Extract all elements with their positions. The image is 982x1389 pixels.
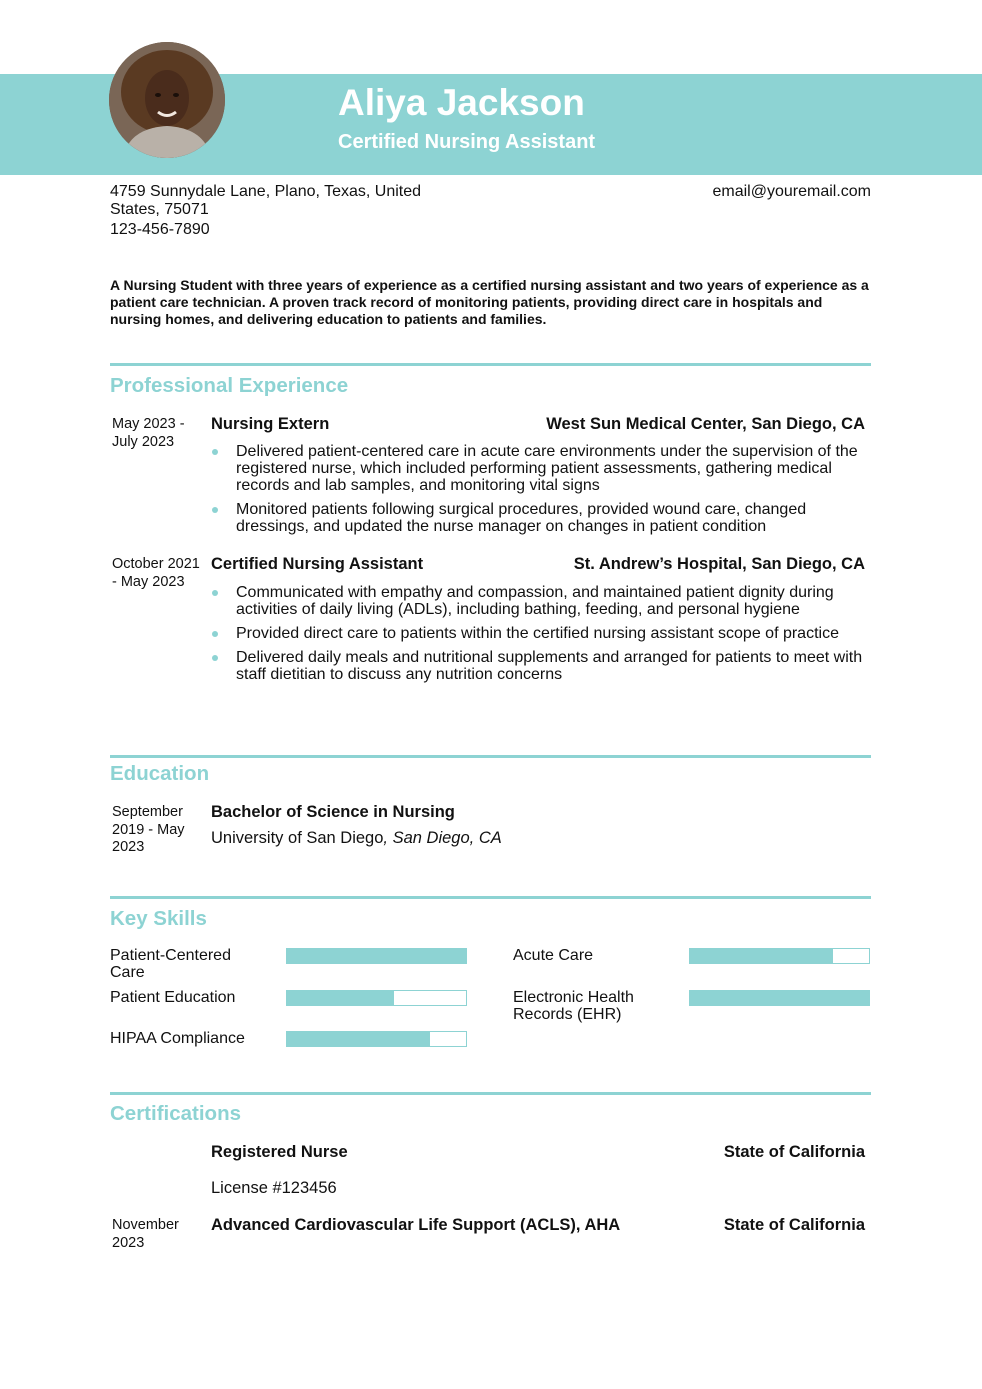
skill-name: Electronic Health Records (EHR) [513, 989, 634, 1023]
education-dates: September 2019 - May 2023 [112, 804, 185, 855]
section-divider [110, 1092, 871, 1095]
certification-issuer: State of California [723, 1216, 865, 1234]
skill-level-bar [286, 1031, 467, 1047]
education-location: , San Diego, CA [383, 829, 502, 847]
bullet-text: Delivered patient-centered care in acute care environments under the supervision of the registered nurse, which included performing patient assessments, gathering medical records and lab samples, and monitoring vital signs [236, 443, 858, 494]
section-divider [110, 896, 871, 899]
job-dates: May 2023 - July 2023 [112, 416, 185, 450]
bullet-icon [212, 449, 218, 455]
skill-level-bar [689, 990, 870, 1006]
profile-photo [109, 42, 225, 158]
section-title-certifications: Certifications [110, 1102, 241, 1125]
bullet-item [211, 625, 866, 642]
skill-level-fill [690, 949, 833, 963]
section-divider [110, 755, 871, 758]
bullet-icon [212, 507, 218, 513]
bullet-item [211, 501, 866, 535]
job-title: Certified Nursing Assistant [211, 555, 424, 573]
education-school-line [211, 829, 502, 848]
profile-summary: A Nursing Student with three years of experience as a certified nursing assistant and two years of experience as a patient care technician. A proven track record of monitoring patients, providing direct care in hospitals and nursing homes, and delivering education to patients and families. [110, 277, 869, 327]
contact-email: email@youremail.com [712, 183, 871, 200]
job-organization: West Sun Medical Center, San Diego, CA [546, 415, 865, 433]
bullet-text: Provided direct care to patients within the certified nursing assistant scope of practice [236, 625, 839, 642]
section-title-experience: Professional Experience [110, 374, 349, 397]
bullet-icon [212, 631, 218, 637]
bullet-item [211, 443, 866, 494]
job-bullets [211, 584, 866, 690]
certification-license: License #123456 [211, 1179, 337, 1197]
bullet-icon [212, 590, 218, 596]
section-title-skills: Key Skills [110, 907, 207, 930]
bullet-text: Delivered daily meals and nutritional supplements and arranged for patients to meet with staff dietitian to discuss any nutrition concerns [236, 649, 863, 683]
avatar-image [109, 42, 225, 158]
skill-level-bar [286, 948, 467, 964]
certification-dates: November 2023 [112, 1217, 179, 1251]
skill-name: Acute Care [513, 947, 594, 964]
contact-phone: 123-456-7890 [110, 221, 210, 238]
section-title-education: Education [110, 762, 210, 785]
bullet-text: Monitored patients following surgical procedures, provided wound care, changed dressings, and updated the nurse manager on changes in patient condition [236, 501, 807, 535]
skill-level-fill [690, 991, 869, 1005]
job-title: Nursing Extern [211, 415, 330, 433]
certification-issuer: State of California [723, 1143, 865, 1161]
job-organization: St. Andrew’s Hospital, San Diego, CA [573, 555, 865, 573]
candidate-title: Certified Nursing Assistant [338, 131, 596, 153]
skill-name: Patient Education [110, 989, 236, 1006]
education-degree: Bachelor of Science in Nursing [211, 803, 455, 821]
skill-name: HIPAA Compliance [110, 1030, 245, 1047]
candidate-name: Aliya Jackson [338, 82, 585, 123]
section-divider [110, 363, 871, 366]
job-dates: October 2021 - May 2023 [112, 556, 200, 590]
certification-title: Registered Nurse [211, 1143, 348, 1161]
bullet-item [211, 649, 866, 683]
skill-level-fill [287, 991, 394, 1005]
certification-title: Advanced Cardiovascular Life Support (ACLS), AHA [211, 1216, 621, 1234]
skill-name: Patient-Centered Care [110, 947, 231, 981]
skill-level-fill [287, 949, 466, 963]
skill-level-bar [286, 990, 467, 1006]
skill-level-bar [689, 948, 870, 964]
job-bullets [211, 443, 866, 542]
bullet-item [211, 584, 866, 618]
skill-level-fill [287, 1032, 430, 1046]
bullet-text: Communicated with empathy and compassion, and maintained patient dignity during activities of daily living (ADLs), including bathing, feeding, and personal hygiene [236, 584, 834, 618]
education-school: University of San Diego [211, 829, 384, 847]
bullet-icon [212, 655, 218, 661]
contact-address: 4759 Sunnydale Lane, Plano, Texas, United States, 75071 [110, 183, 422, 218]
